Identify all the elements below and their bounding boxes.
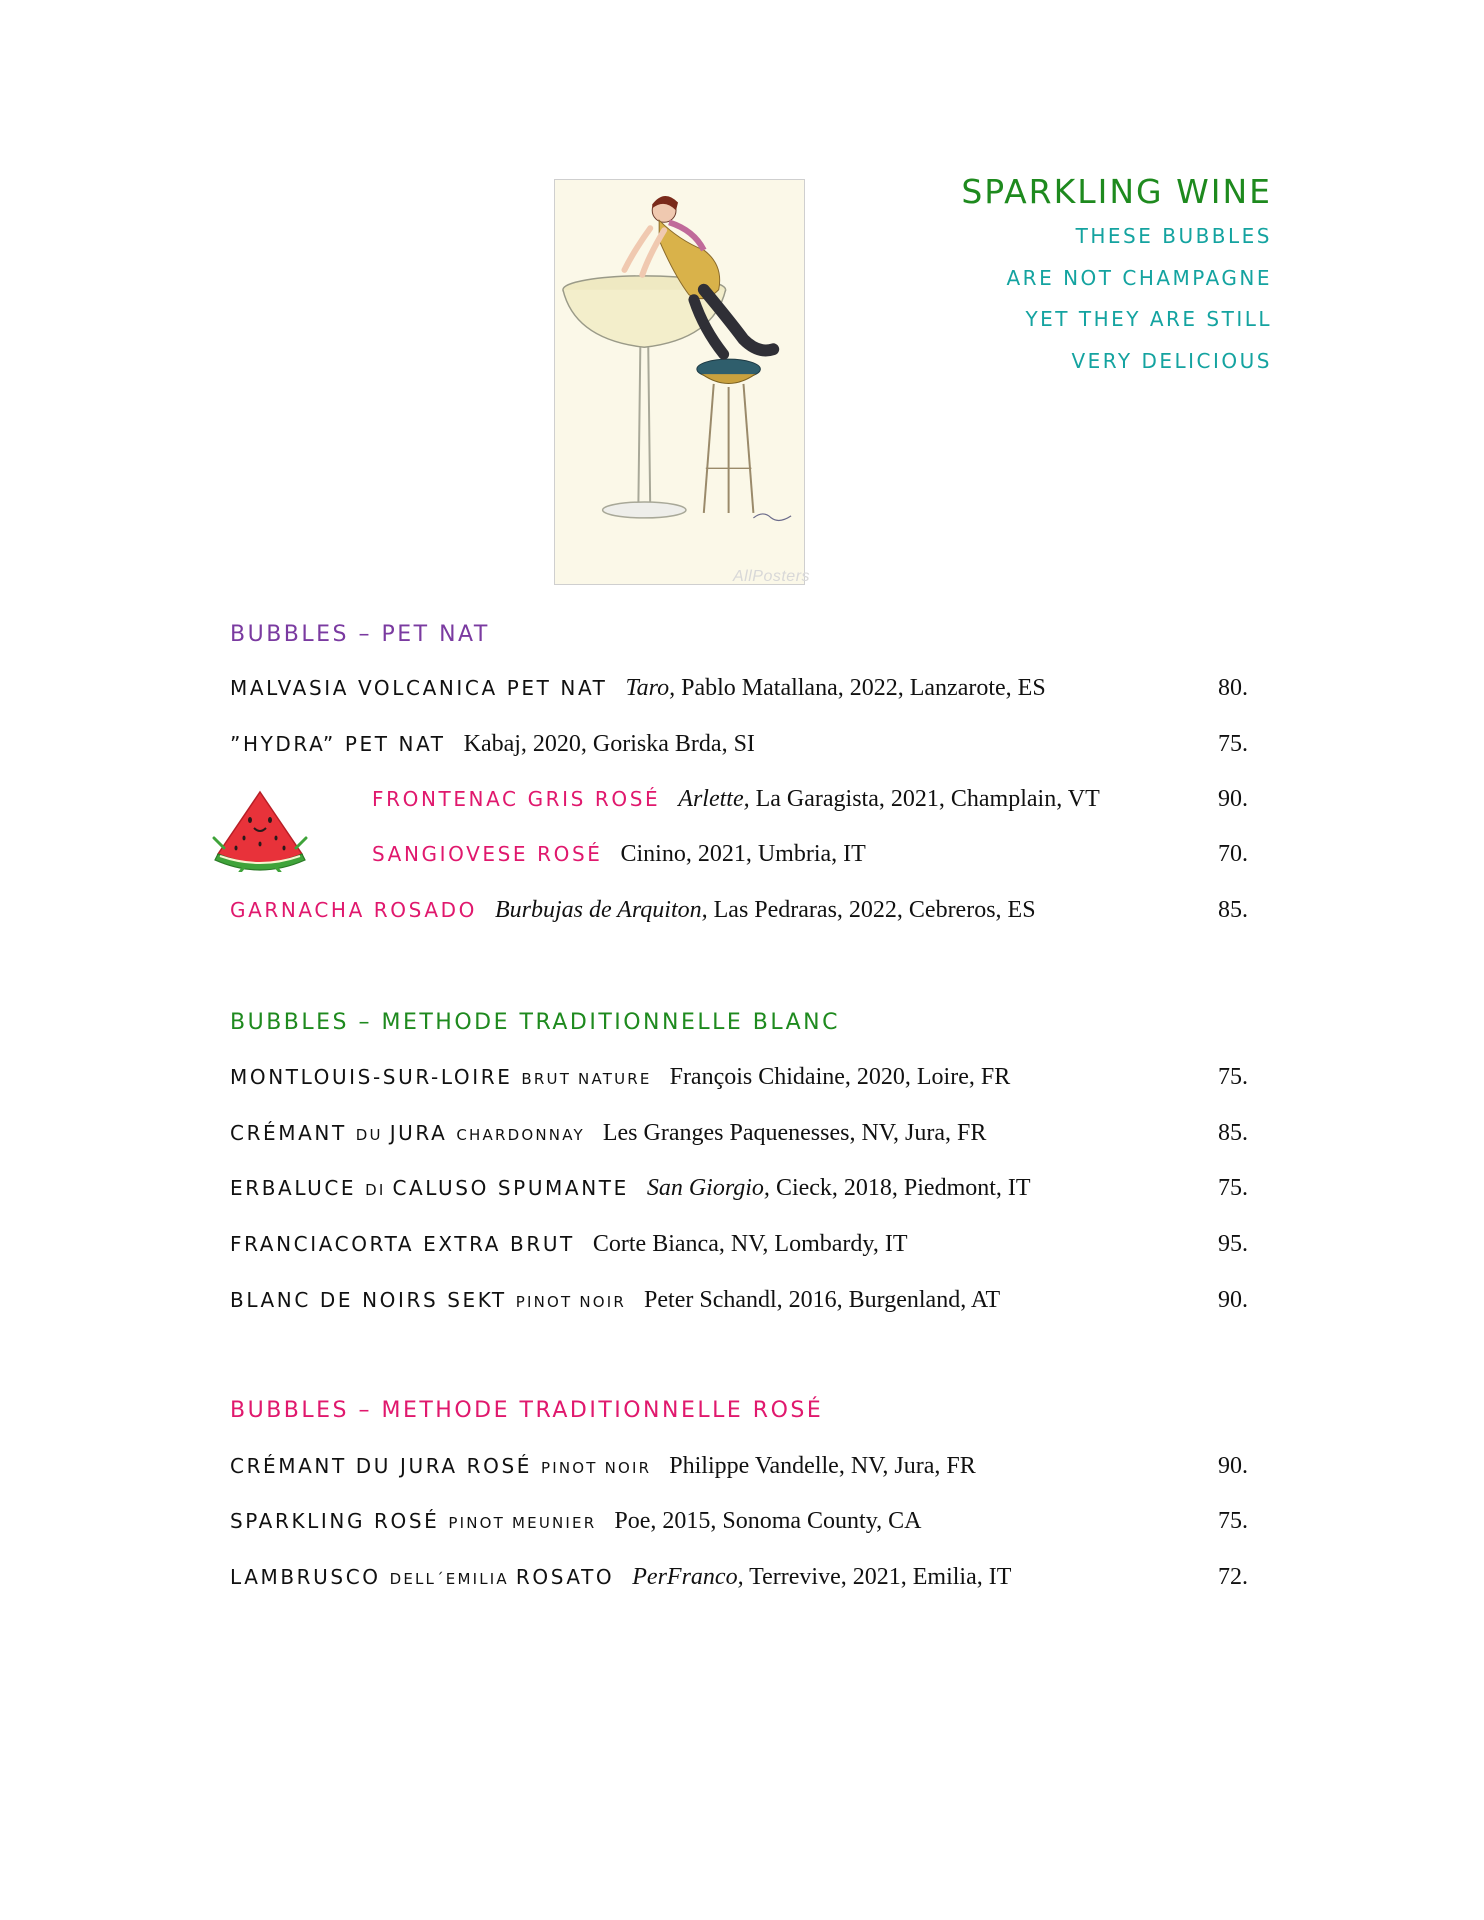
wine-name: GARNACHA ROSADO — [230, 898, 477, 922]
wine-row — [230, 1120, 1248, 1160]
wine-row — [230, 1064, 1248, 1104]
wine-producer — [644, 1287, 1000, 1314]
wine-row — [230, 897, 1248, 937]
wine-name: ”HYDRA” PET NAT — [230, 732, 446, 756]
wine-price: 90. — [1218, 1287, 1248, 1313]
wine-details: Cieck, 2018, Piedmont, IT — [775, 1175, 1031, 1201]
section-heading-rose: BUBBLES – METHODE TRADITIONNELLE ROSÉ — [230, 1398, 824, 1423]
wine-producer — [669, 1453, 975, 1480]
wine-price: 85. — [1218, 897, 1248, 923]
wine-name-main: CALUSO SPUMANTE — [392, 1176, 629, 1200]
wine-price: 90. — [1218, 786, 1248, 812]
wine-grape: PINOT NOIR — [540, 1459, 652, 1477]
wine-details: Les Granges Paquenesses, NV, Jura, FR — [602, 1120, 987, 1146]
wine-name-main: ERBALUCE — [230, 1176, 366, 1200]
wine-producer — [626, 675, 1046, 702]
wine-cuvee: Taro, — [625, 675, 676, 701]
wine-name-main: CRÉMANT — [230, 1121, 356, 1145]
wine-producer — [464, 731, 755, 758]
wine-name — [230, 1065, 652, 1089]
wine-grape: PINOT MEUNIER — [448, 1514, 597, 1532]
wine-details: Corte Bianca, NV, Lombardy, IT — [592, 1231, 908, 1257]
wine-name — [230, 1288, 626, 1312]
wine-price: 80. — [1218, 675, 1248, 701]
wine-name — [230, 1565, 614, 1589]
wine-row — [230, 1453, 1248, 1493]
wine-row — [230, 731, 1248, 771]
wine-name — [230, 1121, 585, 1145]
wine-price: 75. — [1218, 731, 1248, 757]
wine-name-main: BLANC DE NOIRS SEKT — [230, 1288, 507, 1312]
wine-row — [230, 1287, 1248, 1327]
wine-row — [230, 675, 1248, 715]
wine-grape: CHARDONNAY — [456, 1126, 585, 1144]
wine-name-main: MONTLOUIS-SUR-LOIRE — [230, 1065, 513, 1089]
wine-name: MALVASIA VOLCANICA PET NAT — [230, 676, 608, 700]
champagne-illustration — [554, 179, 805, 585]
wine-cuvee: Arlette, — [678, 786, 750, 812]
wine-producer — [593, 1231, 908, 1258]
tagline-line: YET THEY ARE STILL — [1025, 307, 1272, 331]
wine-details: La Garagista, 2021, Champlain, VT — [755, 786, 1100, 812]
wine-name: SANGIOVESE ROSÉ — [372, 842, 603, 866]
tagline-line: THESE BUBBLES — [1075, 224, 1272, 248]
wine-price: 90. — [1218, 1453, 1248, 1479]
wine-row — [230, 1508, 1248, 1548]
wine-producer — [678, 786, 1099, 813]
wine-details: Philippe Vandelle, NV, Jura, FR — [669, 1453, 976, 1479]
wine-price: 75. — [1218, 1175, 1248, 1201]
section-heading-blanc: BUBBLES – METHODE TRADITIONNELLE BLANC — [230, 1010, 841, 1035]
wine-producer — [632, 1564, 1011, 1591]
wine-details: Poe, 2015, Sonoma County, CA — [614, 1508, 922, 1534]
wine-name-main: SPARKLING ROSÉ — [230, 1509, 440, 1533]
wine-row — [230, 1175, 1248, 1215]
watermelon-slice-icon — [210, 788, 310, 872]
wine-details: Pablo Matallana, 2022, Lanzarote, ES — [681, 675, 1046, 701]
tagline-line: VERY DELICIOUS — [1071, 348, 1272, 373]
wine-price: 95. — [1218, 1231, 1248, 1257]
wine-price: 75. — [1218, 1064, 1248, 1090]
tagline-line: ARE NOT CHAMPAGNE — [1006, 265, 1272, 290]
wine-name — [230, 1509, 596, 1533]
wine-grape: BRUT NATURE — [521, 1070, 652, 1088]
wine-price: 85. — [1218, 1120, 1248, 1146]
wine-cuvee: San Giorgio, — [646, 1175, 770, 1201]
wine-name-main: JURA — [389, 1121, 457, 1145]
wine-row — [230, 1564, 1248, 1604]
wine-producer — [647, 1175, 1031, 1202]
page-header — [961, 168, 1272, 382]
wine-details: François Chidaine, 2020, Loire, FR — [669, 1064, 1011, 1090]
wine-details: Las Pedraras, 2022, Cebreros, ES — [713, 897, 1036, 923]
wine-producer — [620, 841, 865, 868]
wine-producer — [495, 897, 1036, 924]
wine-name-particle: DU — [355, 1126, 390, 1144]
wine-name-main: LAMBRUSCO — [230, 1565, 390, 1589]
wine-name-main: ROSATO — [515, 1565, 615, 1589]
wine-price: 70. — [1218, 841, 1248, 867]
wine-details: Peter Schandl, 2016, Burgenland, AT — [644, 1287, 1001, 1313]
wine-row — [230, 1231, 1248, 1271]
wine-name-particle: DI — [365, 1181, 393, 1199]
wine-details: Cinino, 2021, Umbria, IT — [620, 841, 866, 867]
wine-details: Terrevive, 2021, Emilia, IT — [749, 1564, 1012, 1590]
watermark: AllPosters — [733, 568, 811, 585]
wine-cuvee: PerFranco, — [632, 1564, 744, 1590]
wine-price: 72. — [1218, 1564, 1248, 1590]
wine-row — [372, 786, 1248, 826]
wine-name-particle: DELL´EMILIA — [389, 1570, 516, 1588]
wine-name — [230, 1454, 651, 1478]
wine-cuvee: Burbujas de Arquiton, — [494, 897, 708, 923]
wine-name — [230, 1176, 629, 1200]
wine-name: FRANCIACORTA EXTRA BRUT — [230, 1232, 575, 1256]
wine-grape: PINOT NOIR — [515, 1293, 627, 1311]
wine-producer — [603, 1120, 987, 1147]
section-heading-pet-nat: BUBBLES – PET NAT — [230, 622, 490, 647]
wine-name-main: CRÉMANT DU JURA ROSÉ — [230, 1454, 532, 1478]
wine-producer — [614, 1508, 921, 1535]
page-title: SPARKLING WINE — [961, 172, 1272, 211]
wine-name: FRONTENAC GRIS ROSÉ — [372, 787, 661, 811]
wine-row — [372, 841, 1248, 881]
wine-producer — [670, 1064, 1011, 1091]
wine-details: Kabaj, 2020, Goriska Brda, SI — [463, 731, 755, 757]
wine-price: 75. — [1218, 1508, 1248, 1534]
